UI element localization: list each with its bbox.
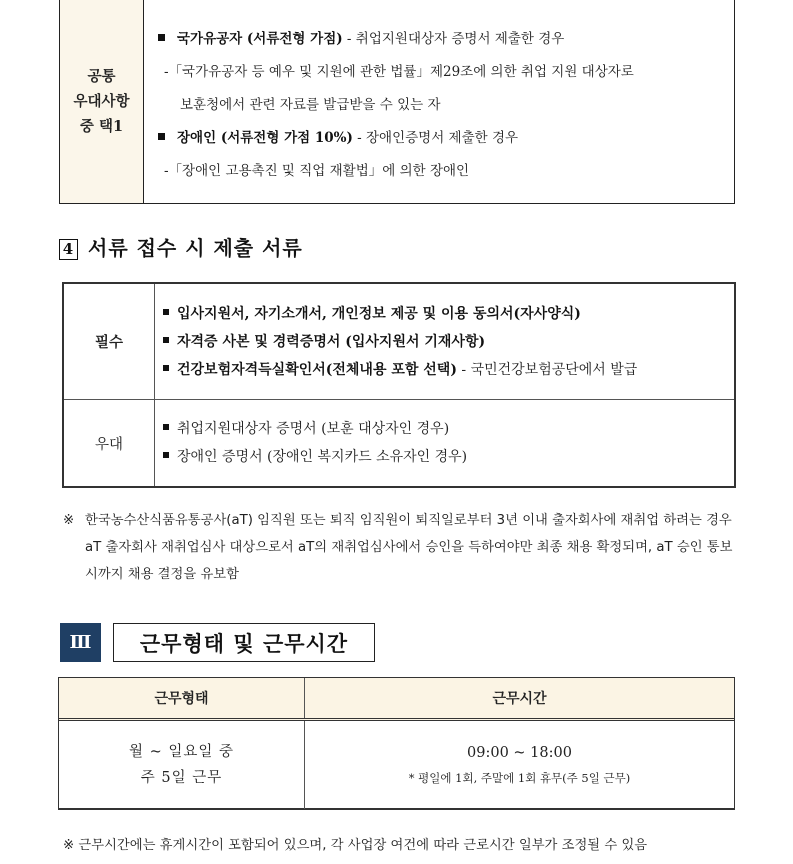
required-items bbox=[155, 284, 734, 399]
header-work-type: 근무형태 bbox=[59, 678, 305, 718]
work-type-cell bbox=[59, 721, 305, 809]
preferred-items bbox=[155, 400, 734, 486]
bullet-square-icon bbox=[163, 337, 169, 343]
bullet-square-icon bbox=[163, 452, 169, 458]
item-bold: 건강보험자격득실확인서(전체내용 포함 선택) bbox=[177, 361, 457, 378]
bullet-square-icon bbox=[158, 34, 165, 41]
bullet-square-icon bbox=[163, 424, 169, 430]
required-item bbox=[163, 328, 734, 356]
item-text: 장애인 증명서 (장애인 복지카드 소유자인 경우) bbox=[177, 449, 468, 465]
section-3-badge: Ⅲ bbox=[60, 623, 101, 662]
table-row bbox=[59, 721, 734, 809]
required-label: 필수 bbox=[64, 284, 155, 399]
work-hours-cell bbox=[305, 721, 734, 809]
item-title: 장애인 (서류전형 가점 10%) bbox=[177, 130, 353, 146]
label-line: 우대사항 bbox=[73, 92, 130, 110]
reemployment-note bbox=[63, 507, 743, 588]
item-title: 국가유공자 (서류전형 가점) bbox=[177, 31, 343, 47]
required-item bbox=[163, 300, 734, 328]
documents-table bbox=[62, 282, 736, 488]
work-hours-note: * 평일에 1회, 주말에 1회 휴무(주 5일 근무) bbox=[408, 771, 631, 785]
preferred-label: 우대 bbox=[64, 400, 155, 486]
work-type-line: 월 ~ 일요일 중 bbox=[128, 744, 234, 760]
item-text: 취업지원대상자 증명서 (보훈 대상자인 경우) bbox=[177, 421, 450, 437]
preferred-item bbox=[163, 415, 734, 443]
required-row bbox=[64, 284, 734, 400]
item-desc: - 취업지원대상자 증명서 제출한 경우 bbox=[342, 31, 565, 47]
note-text: 한국농수산식품유통공사(aT) 임직원 또는 퇴직 임직원이 퇴직일로부터 3년 이내 출자회사에 재취업 하려는 경우 aT 출자회사 재취업심사 대상으로서 aT의 재취업심사에서 승인을 득하여야만 최종 채용 확정되며, aT 승인 통보 시까지 채용 결정을 유보함 bbox=[85, 513, 733, 582]
work-hours-note-footer bbox=[63, 834, 647, 853]
header-work-hours: 근무시간 bbox=[492, 691, 547, 707]
reference-mark-icon: ※ bbox=[63, 838, 75, 853]
work-type-line: 주 5일 근무 bbox=[140, 770, 223, 786]
note-text: 근무시간에는 휴게시간이 포함되어 있으며, 각 사업장 여건에 따라 근로시간 일부가 조정될 수 있음 bbox=[78, 838, 648, 853]
preference-item-disabled bbox=[158, 122, 734, 155]
common-preference-table bbox=[59, 0, 735, 204]
section-number-box: 4 bbox=[59, 239, 78, 260]
label-line: 중 택1 bbox=[79, 117, 124, 135]
reference-mark-icon: ※ bbox=[63, 513, 75, 528]
item-bold: 자격증 사본 및 경력증명서 (입사지원서 기재사항) bbox=[177, 333, 486, 350]
preferred-row bbox=[64, 400, 734, 486]
section-title: 서류 접수 시 제출 서류 bbox=[88, 236, 303, 260]
sub-line: -「장애인 고용촉진 및 직업 재활법」에 의한 장애인 bbox=[164, 163, 470, 179]
section-4-heading bbox=[59, 232, 303, 261]
bullet-square-icon bbox=[158, 133, 165, 140]
bullet-square-icon bbox=[163, 309, 169, 315]
common-preference-body bbox=[144, 0, 734, 203]
common-preference-label bbox=[60, 0, 144, 203]
item-desc: - 장애인증명서 제출한 경우 bbox=[352, 130, 519, 146]
table-header-row bbox=[59, 678, 734, 721]
label-line: 공통 bbox=[87, 67, 116, 85]
preferred-item bbox=[163, 443, 734, 471]
bullet-square-icon bbox=[163, 365, 169, 371]
required-item bbox=[163, 356, 734, 384]
work-schedule-table bbox=[58, 677, 735, 810]
work-hours-value: 09:00 ~ 18:00 bbox=[467, 745, 572, 761]
sub-line: 보훈청에서 관련 자료를 발급받을 수 있는 자 bbox=[180, 97, 441, 113]
section-3-title: 근무형태 및 근무시간 bbox=[113, 623, 375, 662]
preference-item-veteran bbox=[158, 23, 734, 56]
sub-line: -「국가유공자 등 예우 및 지원에 관한 법률」제29조에 의한 취업 지원 대상자로 bbox=[164, 64, 634, 80]
item-bold: 입사지원서, 자기소개서, 개인정보 제공 및 이용 동의서(자사양식) bbox=[177, 305, 581, 322]
item-normal: - 국민건강보험공단에서 발급 bbox=[456, 361, 638, 378]
